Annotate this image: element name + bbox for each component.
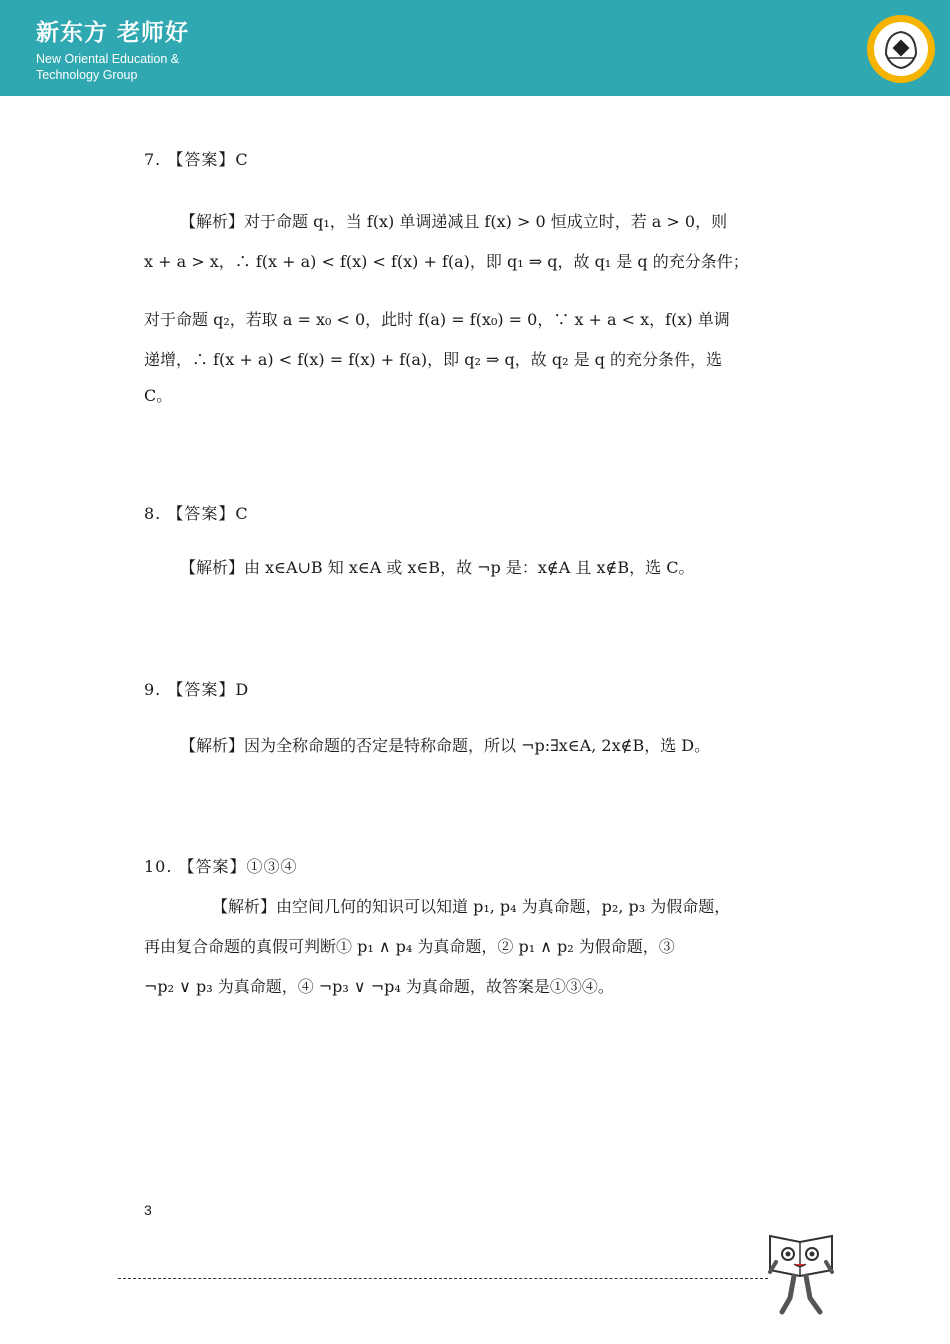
page-number: 3 (144, 1202, 152, 1218)
q10-explanation-line2: 再由复合命题的真假可判断① p₁ ∧ p₄ 为真命题，② p₁ ∧ p₂ 为假命题，③ (144, 937, 675, 956)
q10-explanation-line1: 【解析】由空间几何的知识可以知道 p₁, p₄ 为真命题，p₂, p₃ 为假命题， (212, 897, 731, 916)
brand-title: 新东方 老师好 (36, 20, 190, 46)
q8-explanation-line1: 【解析】由 x∈A∪B 知 x∈A 或 x∈B，故 ¬p 是：x∉A 且 x∉B，选 C。 (180, 558, 695, 577)
new-oriental-logo-icon (866, 14, 936, 84)
q7-answer: 7. 【答案】C (144, 150, 249, 169)
q7-explanation-line3: 对于命题 q₂，若取 a = x₀ < 0，此时 f(a) = f(x₀) = 0，∵ x + a < x，f(x) 单调 (144, 310, 730, 329)
page-header (0, 0, 950, 96)
q10-answer: 10. 【答案】①③④ (144, 857, 298, 876)
brand-subtitle-line2: Technology Group (36, 68, 138, 82)
mascot-reading-icon (766, 1232, 836, 1318)
q7-explanation-line4: 递增，∴ f(x + a) < f(x) = f(x) + f(a)，即 q₂ ⇒ q，故 q₂ 是 q 的充分条件，选 (144, 350, 722, 369)
q9-explanation-line1: 【解析】因为全称命题的否定是特称命题，所以 ¬p:∃x∈A, 2x∉B，选 D。 (180, 736, 711, 755)
q7-explanation-line1: 【解析】对于命题 q₁，当 f(x) 单调递减且 f(x) > 0 恒成立时，若 a > 0，则 (180, 212, 728, 231)
brand-subtitle-line1: New Oriental Education & (36, 52, 180, 66)
q9-answer: 9. 【答案】D (144, 680, 250, 699)
q7-explanation-line2: x + a > x，∴ f(x + a) < f(x) < f(x) + f(a)，即 q₁ ⇒ q，故 q₁ 是 q 的充分条件； (144, 252, 749, 271)
brand-subtitle (36, 51, 179, 83)
q8-answer: 8. 【答案】C (144, 504, 249, 523)
q7-explanation-line5: C。 (144, 386, 173, 405)
q10-explanation-line3: ¬p₂ ∨ p₃ 为真命题，④ ¬p₃ ∨ ¬p₄ 为真命题，故答案是①③④。 (144, 977, 614, 996)
footer-divider (118, 1278, 768, 1279)
